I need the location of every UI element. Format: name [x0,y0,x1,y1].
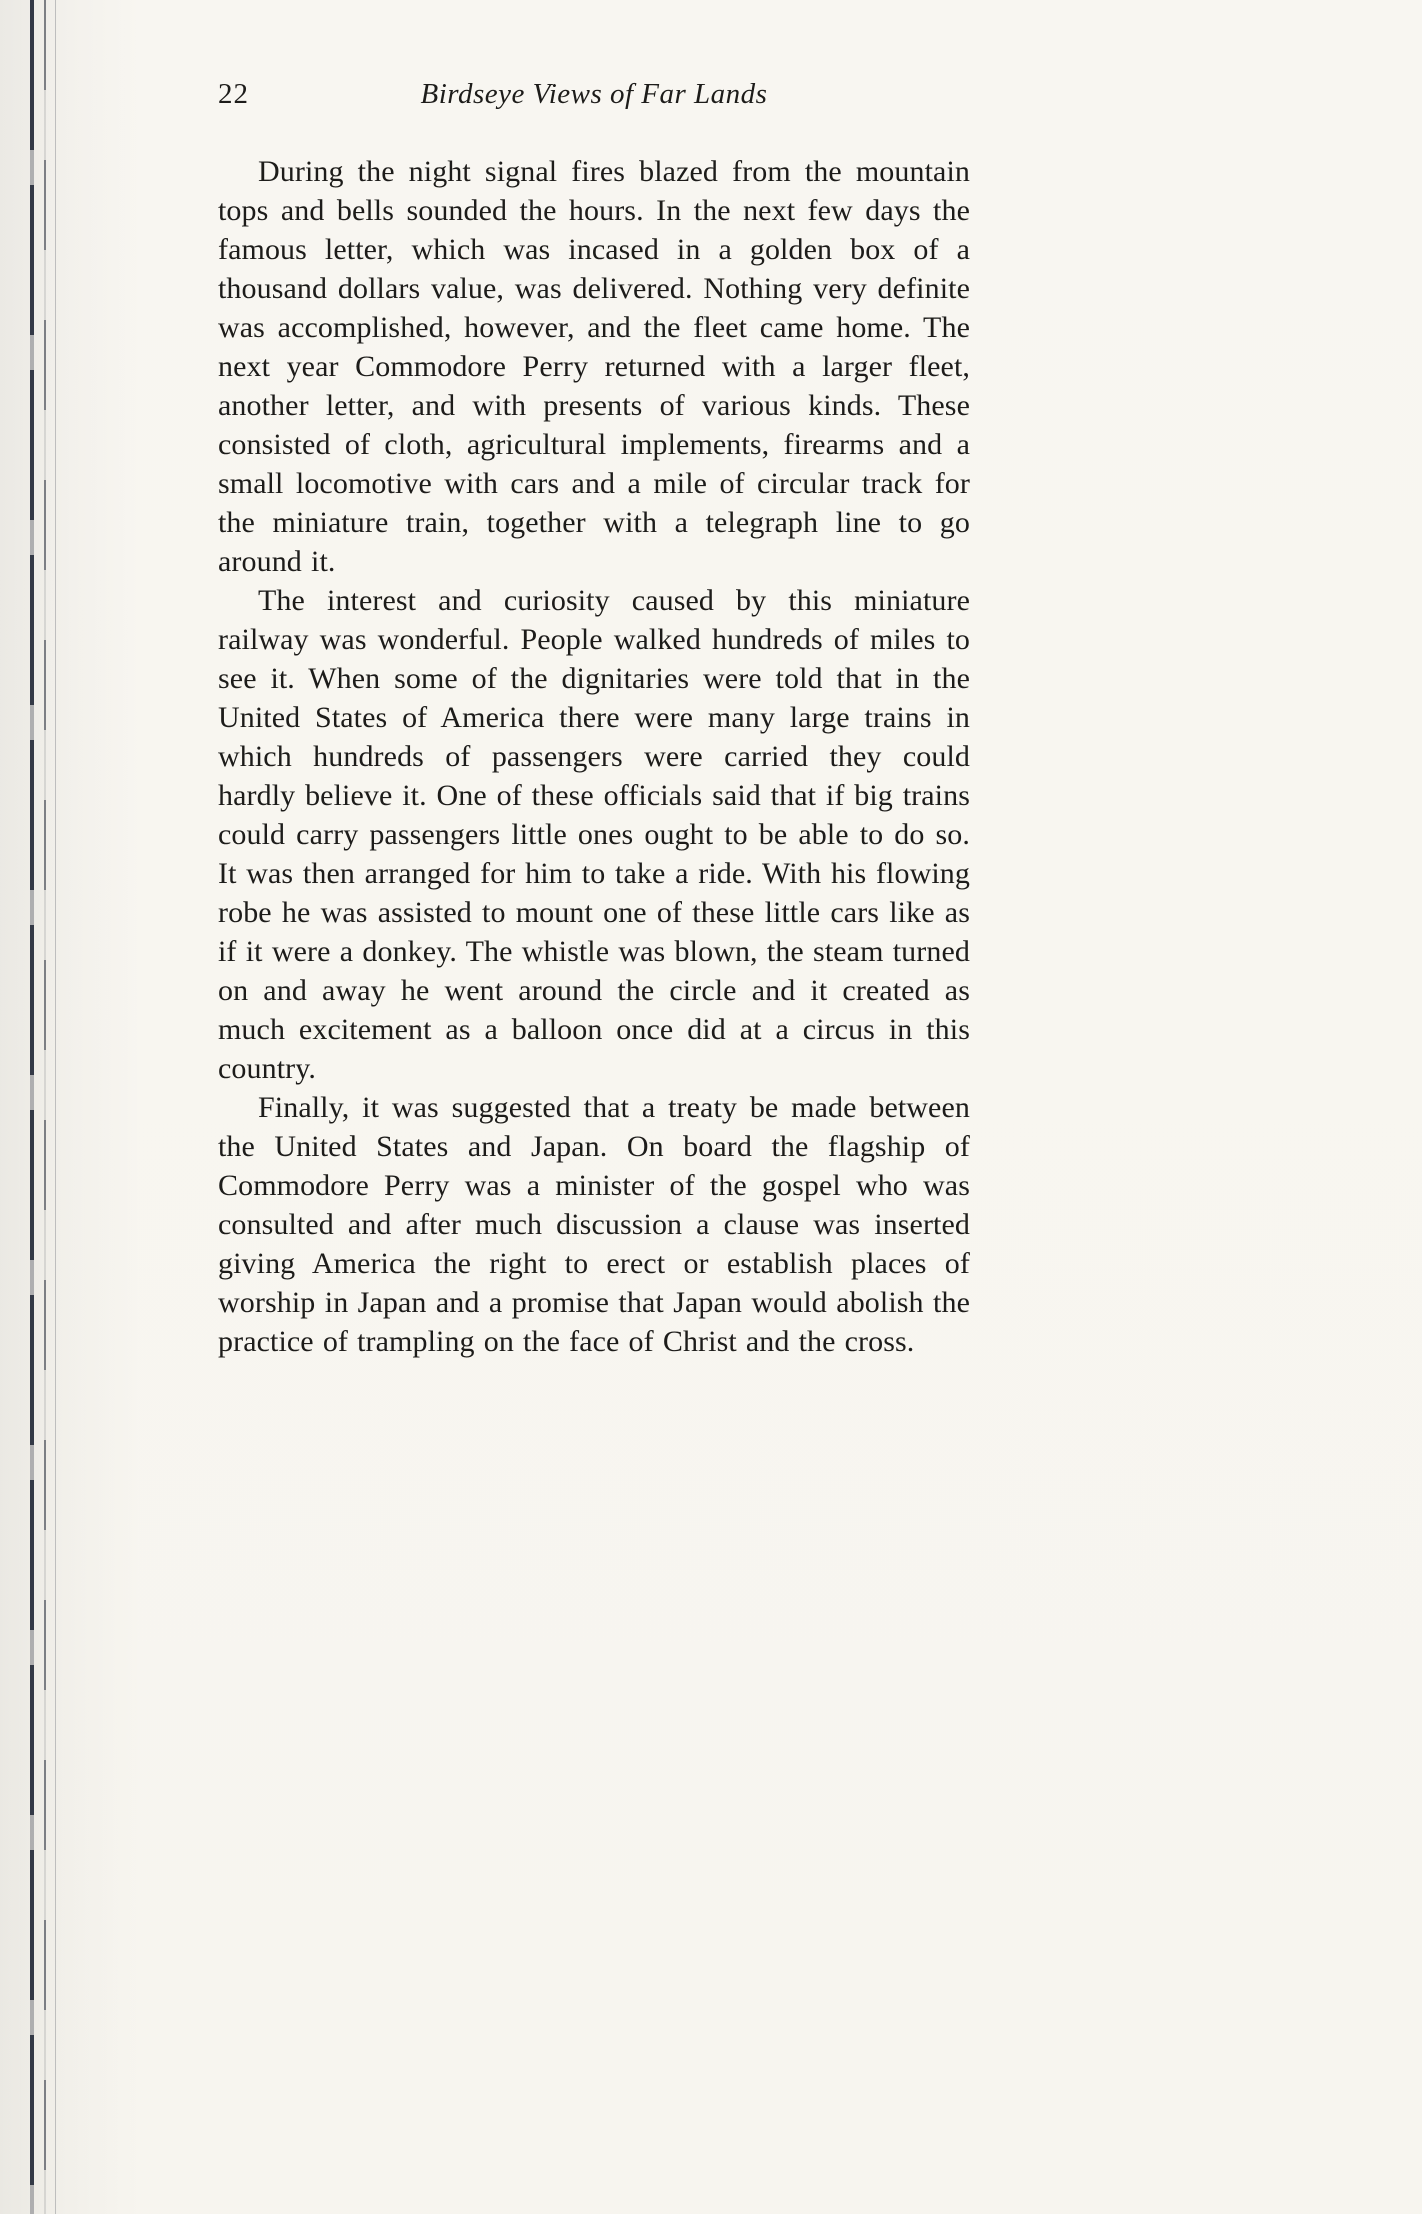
page-number: 22 [218,78,249,110]
body-paragraph: Finally, it was suggested that a treaty be made between the United States and Japan. On board the flagship of Commodore Perry was a minister of the gospel who was consulted and after much discussion a clause was inserted giving America the right to erect or establish places of worship in Japan and a promise that Japan would abolish the practice of trampling on the face of Christ and the cross. [218,1091,970,1358]
binding-gutter-line [55,0,56,2214]
binding-gutter-line [30,0,34,2214]
body-paragraph: The interest and curiosity caused by this miniature railway was wonderful. People walked hundreds of miles to see it. When some of the dignitaries were told that in the United States of America there were many large trains in which hundreds of passengers were carried they could hardly believe it. One of these officials said that if big trains could carry passengers little ones ought to be able to do so. It was then arranged for him to take a ride. With his flowing robe he was assisted to mount one of these little cars like as if it were a donkey. The whistle was blown, the steam turned on and away he went around the circle and it created as much excitement as a balloon once did at a circus in this country. [218,584,970,1085]
body-paragraph: During the night signal fires blazed from the mountain tops and bells sounded the hours. In the next few days the famous letter, which was incased in a golden box of a thousand dollars value, was delivered. Nothing very definite was accomplished, however, and the fleet came home. The next year Commodore Perry returned with a larger fleet, another letter, and with presents of various kinds. These consisted of cloth, agricultural implements, firearms and a small locomotive with cars and a mile of circular track for the miniature train, together with a telegraph line to go around it. [218,155,970,578]
body-copy [218,152,970,1361]
binding-gutter-line [44,0,46,2214]
text-block [218,78,970,1361]
running-title: Birdseye Views of Far Lands [420,78,768,110]
running-head [218,78,970,124]
